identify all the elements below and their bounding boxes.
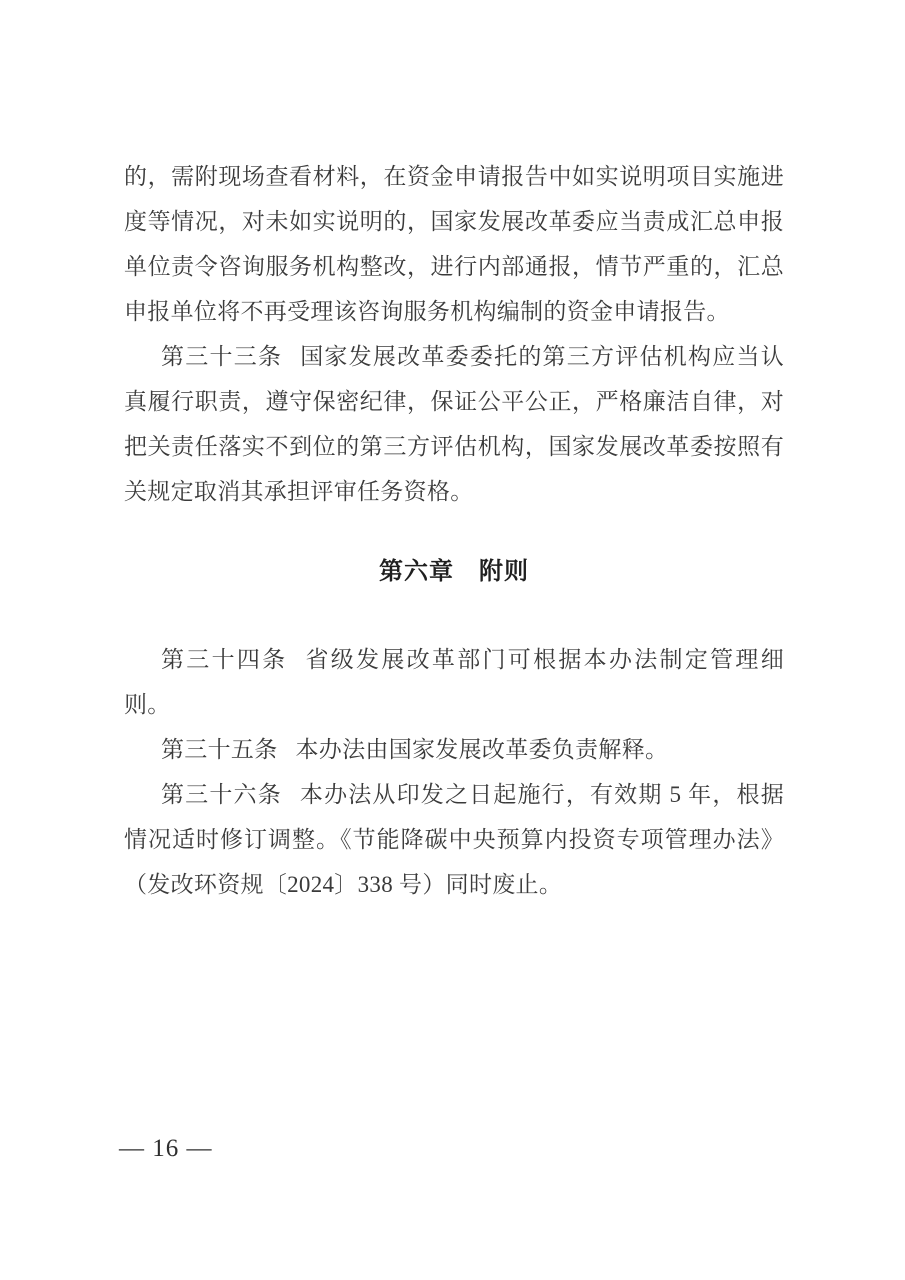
page-number-label: — 16 — [119,1135,213,1162]
article-36-text: 本办法从印发之日起施行，有效期 5 年，根据情况适时修订调整。《节能降碳中央预算内投资专项管理办法》（发改环资规〔2024〕338 号）同时废止。 [124,782,785,897]
article-34-paragraph [124,637,784,727]
continuation-paragraph: 的，需附现场查看材料，在资金申请报告中如实说明项目实施进度等情况，对未如实说明的，国家发展改革委应当责成汇总申报单位责令咨询服务机构整改，进行内部通报，情节严重的，汇总申报单位将不再受理该咨询服务机构编制的资金申请报告。 [124,164,784,324]
article-33-text: 国家发展改革委委托的第三方评估机构应当认真履行职责，遵守保密纪律，保证公平公正，严格廉洁自律，对把关责任落实不到位的第三方评估机构，国家发展改革委按照有关规定取消其承担评审任务资格。 [124,344,784,504]
article-34-number: 第三十四条 [161,647,288,672]
page-footer [119,1134,213,1164]
article-36-paragraph [124,772,784,907]
article-33-paragraph [124,334,784,514]
article-34-text: 省级发展改革部门可根据本办法制定管理细则。 [124,647,785,717]
article-36-number: 第三十六条 [161,782,282,807]
article-35-text: 本办法由国家发展改革委负责解释。 [295,737,669,762]
article-35-number: 第三十五条 [161,737,278,762]
document-text-block [124,154,784,907]
article-33-number: 第三十三条 [161,344,283,369]
chapter-6-heading: 第六章 附则 [379,558,529,585]
article-35-paragraph [124,727,784,772]
